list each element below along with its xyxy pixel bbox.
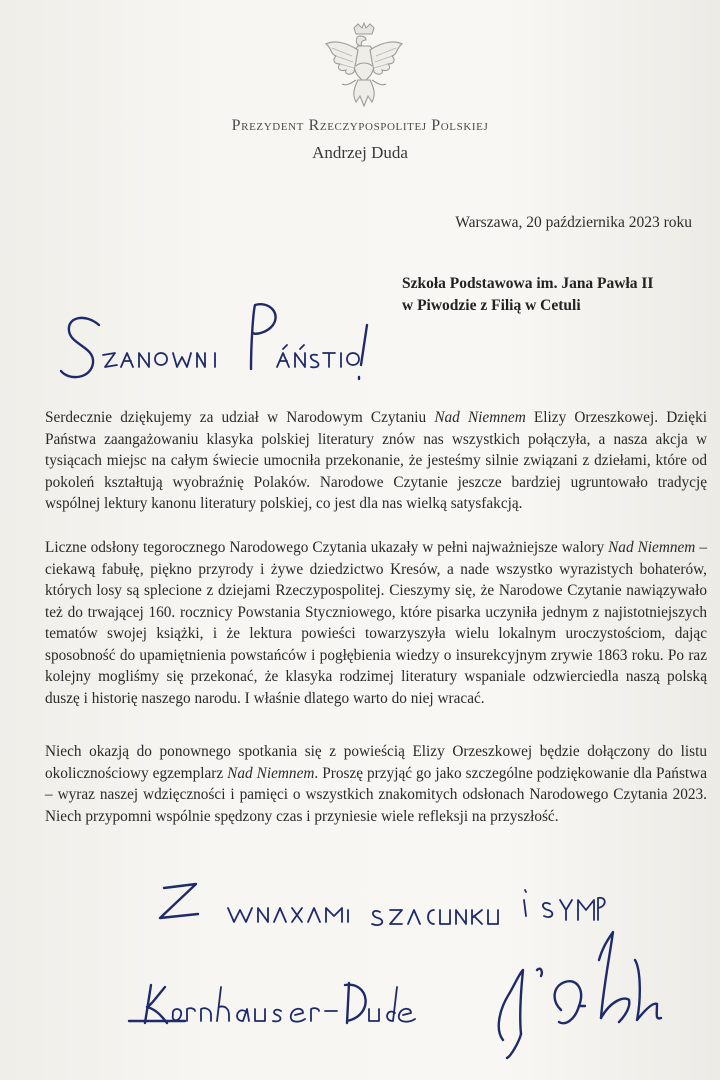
- book-title: Nad Niemnem: [227, 764, 315, 782]
- recipient-line-2: w Piwodzie z Filią w Cetuli: [402, 297, 581, 314]
- book-title: Nad Niemnem: [608, 539, 696, 556]
- book-title: Nad Niemnem: [434, 409, 526, 426]
- paragraph-2: [45, 537, 707, 709]
- white-eagle-emblem-icon: [322, 22, 406, 112]
- recipient-block: [402, 273, 653, 317]
- date-line: Warszawa, 20 października 2023 roku: [455, 214, 692, 231]
- letterhead-name: Andrzej Duda: [312, 143, 408, 162]
- signature-kornhauser-duda: [125, 965, 425, 1040]
- paragraph-1-start: Serdecznie dziękujemy za udział w Narodowym Czytaniu: [45, 409, 435, 426]
- letterhead-title: Prezydent Rzeczypospolitej Polskiej: [231, 117, 489, 134]
- paragraph-3-start: Niech okazją do ponownego spotkania się z powieścią Elizy Orzeszkowej będzie dołączony do listu okolicznościowy egzemplarz: [45, 743, 707, 782]
- paragraph-1-rest: Elizy Orzeszkowej. Dzięki Państwa zaangażowaniu klasyka polskiej literatury znów nas wszystkich połączyła, a nasza akcja w tysiącach miejsc na całym świecie umocniła przekonanie, że jesteśmy silnie związani z dziełami, które od pokoleń kształtują wyobraźnię Polaków. Narodowe Czytanie jeszcze bardziej ugruntowało tradycję wspólnej lektury kanonu literatury polskiej, co jest dla nas wielką satysfakcją.: [45, 409, 707, 512]
- paragraph-2-rest: – ciekawą fabułę, piękno przyrody i żywe dziedzictwo Kresów, a nade wszystko wyrazistych bohaterów, których losy są splecione z dziejami Rzeczypospolitej. Cieszymy się, że Narodowe Czytanie nawiązywało też do trwającej 160. rocznicy Powstania Styczniowego, które pisarka uczyniła jednym z najistotniejszych tematów swojej książki, i że lektura powieści towarzyszyła wielu lokalnym uroczystościom, dając sposobność do upamiętnienia powstańców i pogłębienia wiedzy o insurekcyjnym zrywie 1863 roku. Po raz kolejny mogliśmy się przekonać, że klasyka rodzimej literatury wspaniale odzwierciedla naszą polską duszę i historię naszego narodu. I właśnie dlatego warto do niej wracać.: [45, 539, 707, 707]
- paragraph-2-start: Liczne odsłony tegorocznego Narodowego Czytania ukazały w pełni najważniejsze walory: [45, 539, 609, 556]
- paragraph-1: [45, 407, 707, 515]
- recipient-line-1: Szkoła Podstawowa im. Jana Pawła II: [402, 275, 654, 292]
- paragraph-3: [45, 741, 707, 827]
- handwritten-salutation: [55, 295, 375, 395]
- paragraph-3-rest: . Proszę przyjąć go jako szczególne podziękowanie dla Państwa – wyraz naszej wdzięczności i pamięci o wszystkich znakomitych odsłonach Narodowego Czytania 2023. Niech przypomni wspólnie spędzony czas i przyniesie wiele refleksji na przyszłość.: [45, 764, 707, 825]
- signature-andrzej-duda: [485, 930, 695, 1060]
